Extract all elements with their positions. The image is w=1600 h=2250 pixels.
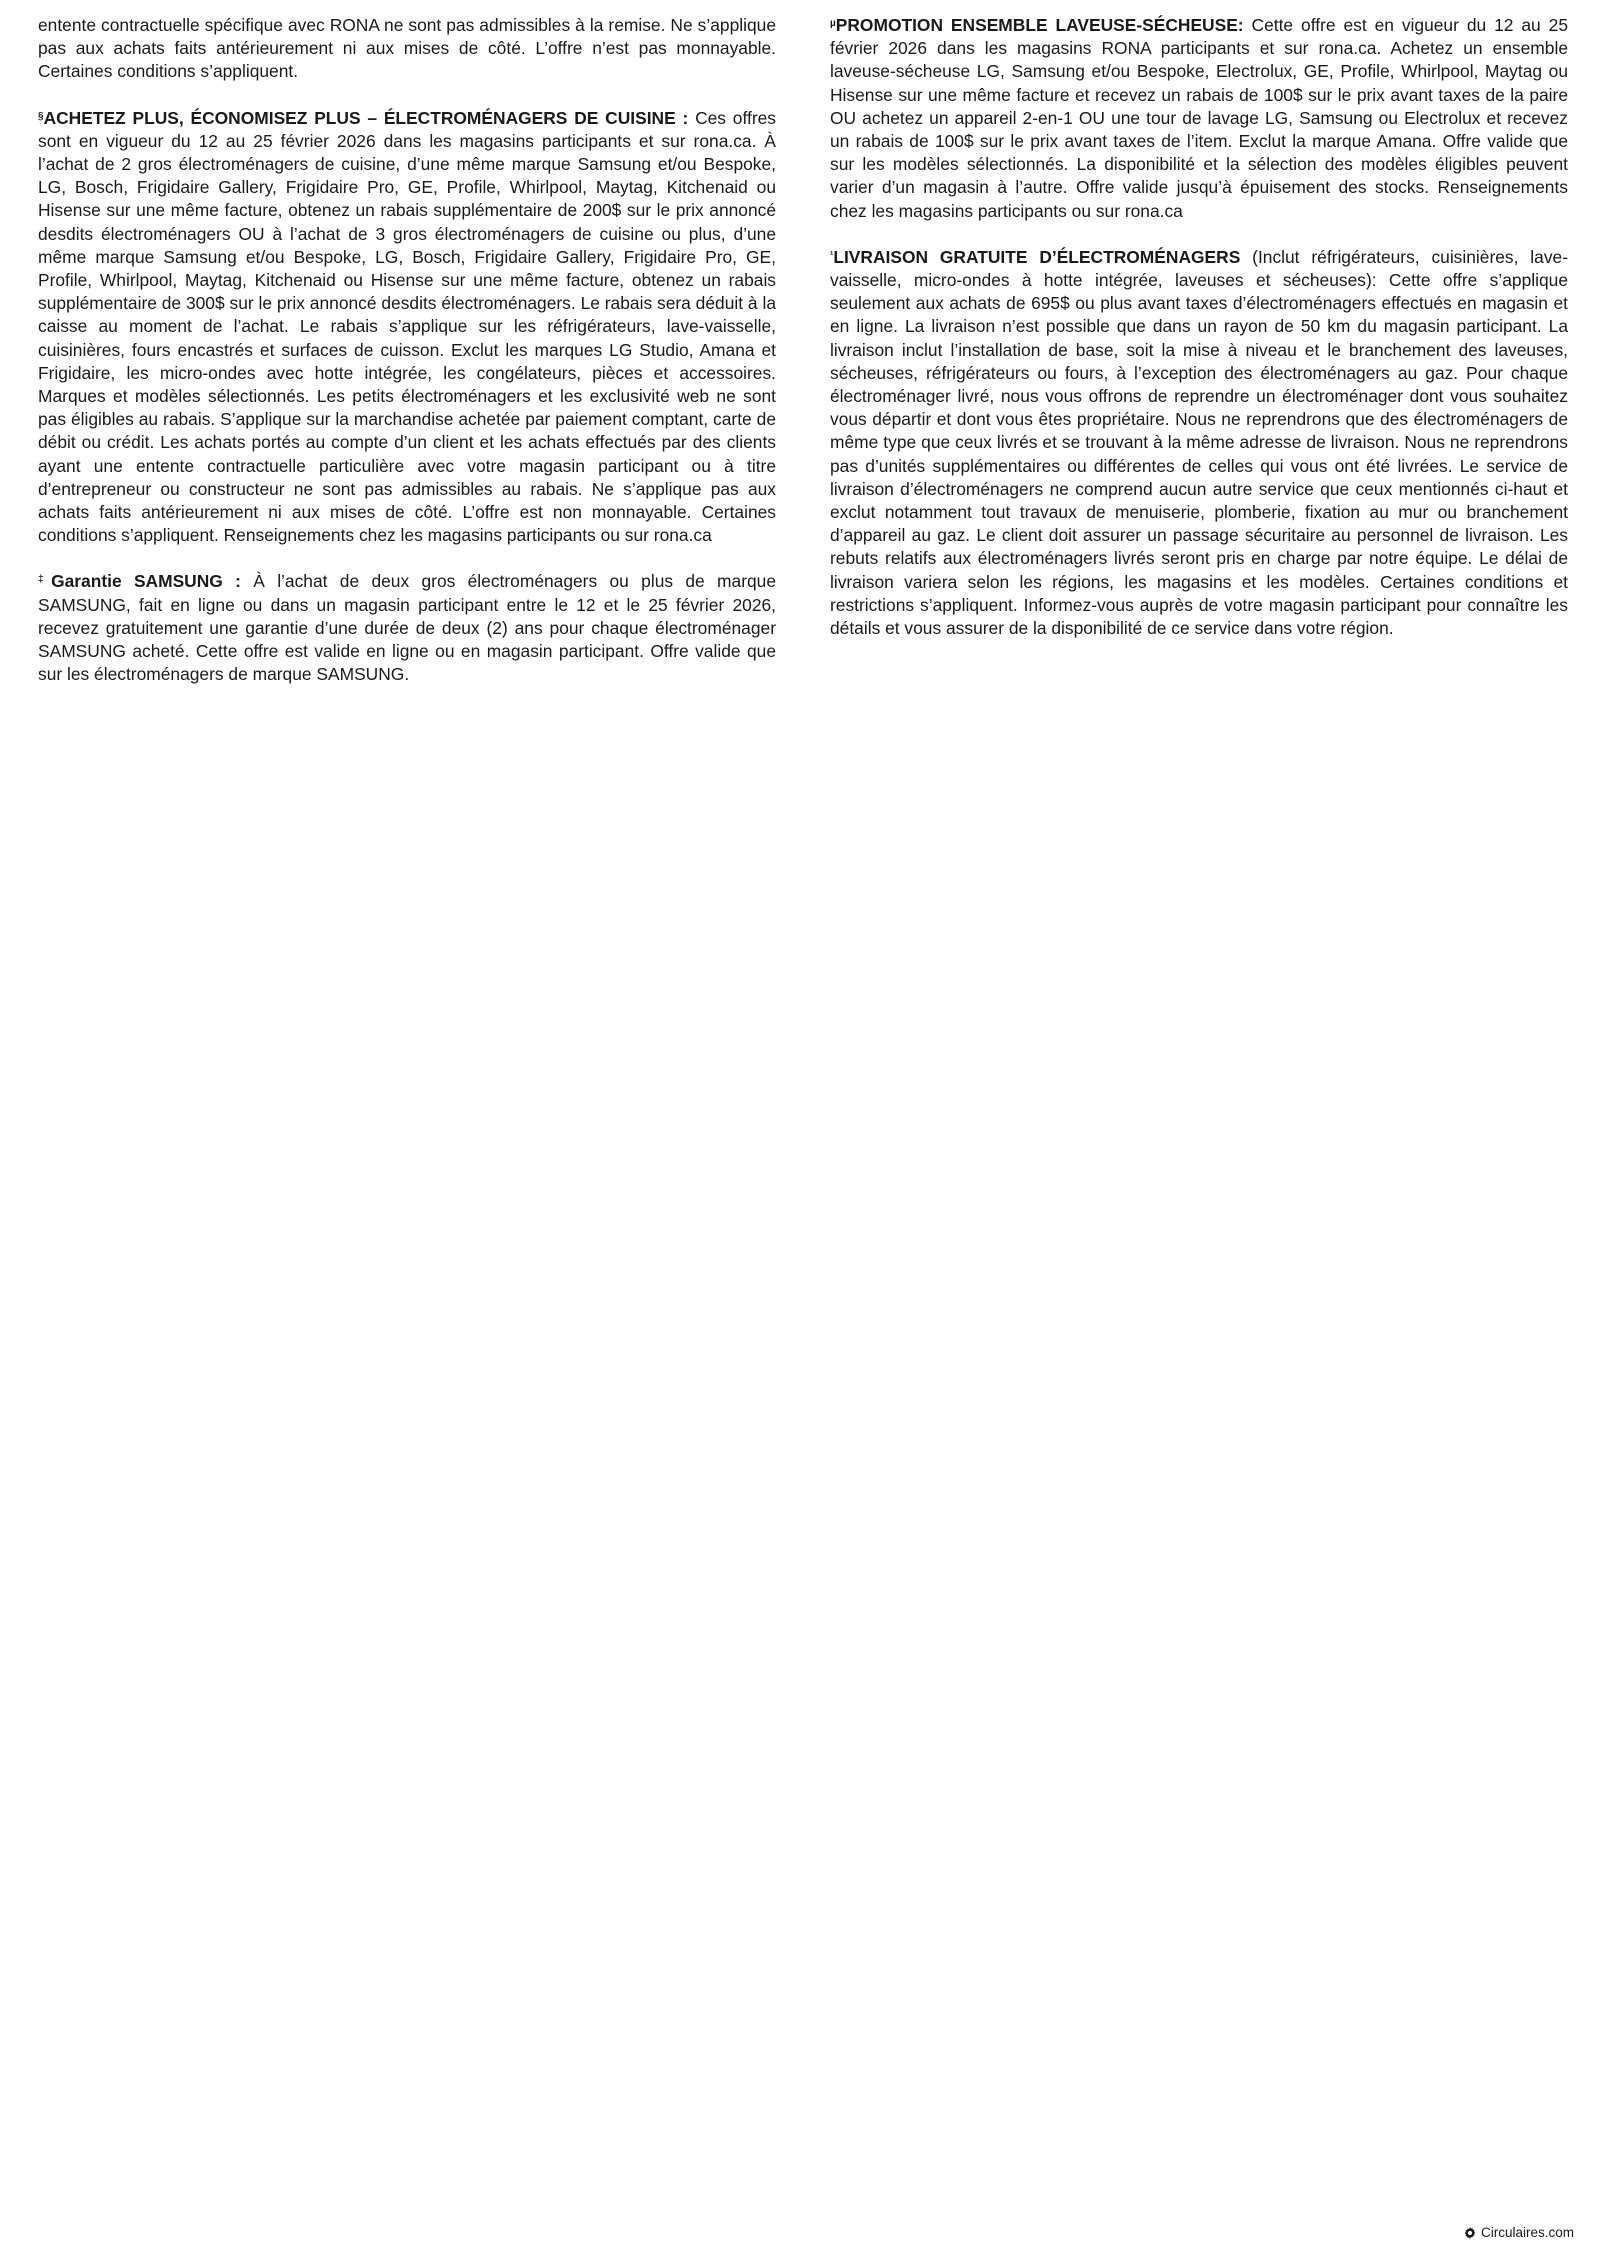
paragraph-text: À l’achat de deux gros électroménagers ou plus de marque SAMSUNG, fait en ligne ou dans un magasin participant entre le 12 et le 25 février 2026, recevez gratuitement une garantie d’une durée de deux (2) ans pour chaque électroménager SAMSUNG acheté. Cette offre est valide en ligne ou en magasin participant. Offre valide que sur les électroménagers de marque SAMSUNG. [38,571,777,685]
gear-icon [1463,2226,1477,2240]
right-column [830,14,1568,663]
paragraph-heading: ACHETEZ PLUS, ÉCONOMISEZ PLUS – ÉLECTROMÉNAGERS DE CUISINE : [43,107,689,128]
left-column [38,14,776,709]
paragraph-text: entente contractuelle spécifique avec RONA ne sont pas admissibles à la remise. Ne s’applique pas aux achats faits antérieurement ni aux mises de côté. L’offre n’est pas monnayable. Certaines conditions s’appliquent. [38,15,776,82]
paragraph-text: Cette offre est en vigueur du 12 au 25 février 2026 dans les magasins RONA participants et sur rona.ca. Achetez un ensemble laveuse-sécheuse LG, Samsung et/ou Bespoke, Electrolux, GE, Profile, Whirlpool, Maytag ou Hisense sur une même facture et recevez un rabais de 100$ sur le prix avant taxes de la paire OU achetez un appareil 2-en-1 OU une tour de lavage LG, Samsung ou Electrolux et recevez un rabais de 100$ sur le prix avant taxes de l’item. Exclut la marque Amana. Offre valide que sur les modèles sélectionnés. La disponibilité et la sélection des modèles éligibles peuvent varier d’un magasin à l’autre. Offre valide jusqu’à épuisement des stocks. Renseignements chez les magasins participants ou sur rona.ca [830,15,1568,221]
terms-paragraph-continuation [38,14,776,84]
footer-brand-label: Circulaires.com [1480,2225,1574,2240]
terms-paragraph-samsung-warranty [38,570,776,686]
terms-paragraph-kitchen-appliances [38,107,776,548]
footer-brand[interactable] [1463,2225,1574,2240]
paragraph-text: Ces offres sont en vigueur du 12 au 25 février 2026 dans les magasins participants et sur rona.ca. À l’achat de 2 gros électroménagers de cuisine, d’une même marque Samsung et/ou Bespoke, LG, Bosch, Frigidaire Gallery, Frigidaire Pro, GE, Profile, Whirlpool, Maytag, Kitchenaid ou Hisense sur une même facture, obtenez un rabais supplémentaire de 200$ sur le prix annoncé desdits électroménagers OU à l’achat de 3 gros électroménagers de cuisine ou plus, d’une même marque Samsung et/ou Bespoke, LG, Bosch, Frigidaire Gallery, Frigidaire Pro, GE, Profile, Whirlpool, Maytag, Kitchenaid ou Hisense sur une même facture, obtenez un rabais supplémentaire de 300$ sur le prix annoncé desdits électroménagers. Le rabais sera déduit à la caisse au moment de l’achat. Le rabais s’applique sur les réfrigérateurs, lave-vaisselle, cuisinières, fours encastrés et surfaces de cuisson. Exclut les marques LG Studio, Amana et Frigidaire, les micro-ondes avec hotte intégrée, les congélateurs, pièces et accessoires. Marques et modèles sélectionnés. Les petits électroménagers et les exclusivité web ne sont pas éligibles au rabais. S’applique sur la marchandise achetée par paiement comptant, carte de débit ou crédit. Les achats portés au compte d’un client et les achats effectués par des clients ayant une entente contractuelle particulière avec votre magasin participant ou à titre d’entrepreneur ou constructeur ne sont pas admissibles au rabais. Ne s’applique pas aux achats faits antérieurement ni aux mises de côté. L’offre est non monnayable. Certaines conditions s’appliquent. Renseignements chez les magasins participants ou sur rona.ca [38,107,776,546]
footnote-mark: § [38,110,44,122]
paragraph-heading: LIVRAISON GRATUITE D’ÉLECTROMÉNAGERS [833,246,1241,267]
paragraph-heading: Garantie SAMSUNG : [51,571,241,592]
terms-paragraph-washer-dryer [830,14,1568,223]
paragraph-text: (Inclut réfrigérateurs, cuisinières, lave-vaisselle, micro-ondes à hotte intégrée, laveuses et sécheuses): Cette offre s’applique seulement aux achats de 695$ ou plus avant taxes d’électroménagers effectués en magasin et en ligne. La livraison n’est possible que dans un rayon de 50 km du magasin participant. La livraison inclut l’installation de base, soit la mise à niveau et le branchement des laveuses, sécheuses, réfrigérateurs ou fours, à l’exception des électroménagers au gaz. Pour chaque électroménager livré, nous vous offrons de reprendre un électroménager dont vous souhaitez vous départir et dont vous êtes propriétaire. Nous ne reprendrons que des électroménagers de même type que ceux livrés et se trouvant à la même adresse de livraison. Nous ne reprendrons pas d’unités supplémentaires ou différentes de celles qui vous ont été livrées. Le service de livraison d’électroménagers ne comprend aucun autre service que ceux mentionnés ci-haut et exclut notamment tout travaux de menuiserie, plomberie, fixation au mur ou branchement d’appareil au gaz. Le client doit assurer un passage sécuritaire au personnel de livraison. Les rebuts relatifs aux électroménagers livrés seront pris en charge par notre équipe. Le délai de livraison variera selon les régions, les magasins et les modèles. Certaines conditions et restrictions s’appliquent. Informez-vous auprès de votre magasin participant pour connaître les détails et vous assurer de la disponibilité de ce service dans votre région. [830,246,1568,639]
footnote-mark: ‡ [38,574,52,586]
paragraph-heading: PROMOTION ENSEMBLE LAVEUSE-SÉCHEUSE: [835,15,1244,35]
terms-paragraph-free-delivery [830,246,1568,640]
footnote-mark: µ [830,18,836,29]
footnote-mark: ¹ [830,249,834,261]
